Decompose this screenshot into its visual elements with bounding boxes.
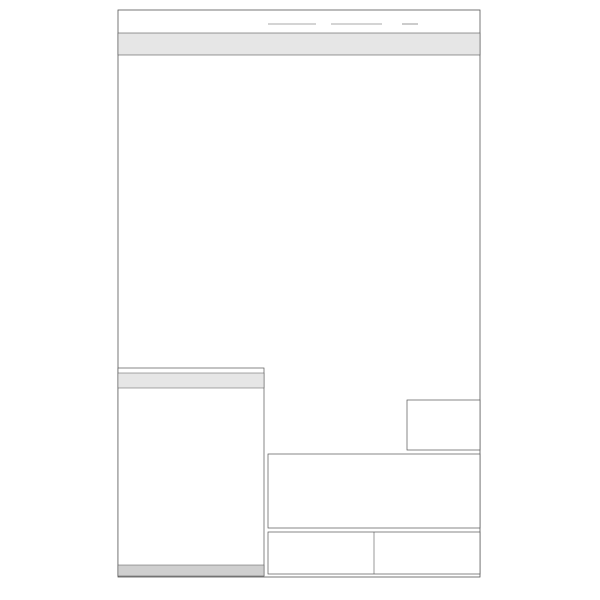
main-ledger-table [118, 33, 480, 55]
grand-total-row [118, 565, 264, 576]
denomination-frame [118, 368, 264, 576]
attachments-box[interactable] [407, 400, 480, 450]
denomination-table [118, 368, 264, 576]
notes-box[interactable] [268, 454, 480, 528]
denomination-header [118, 373, 264, 388]
ledger-header-row [118, 33, 480, 55]
